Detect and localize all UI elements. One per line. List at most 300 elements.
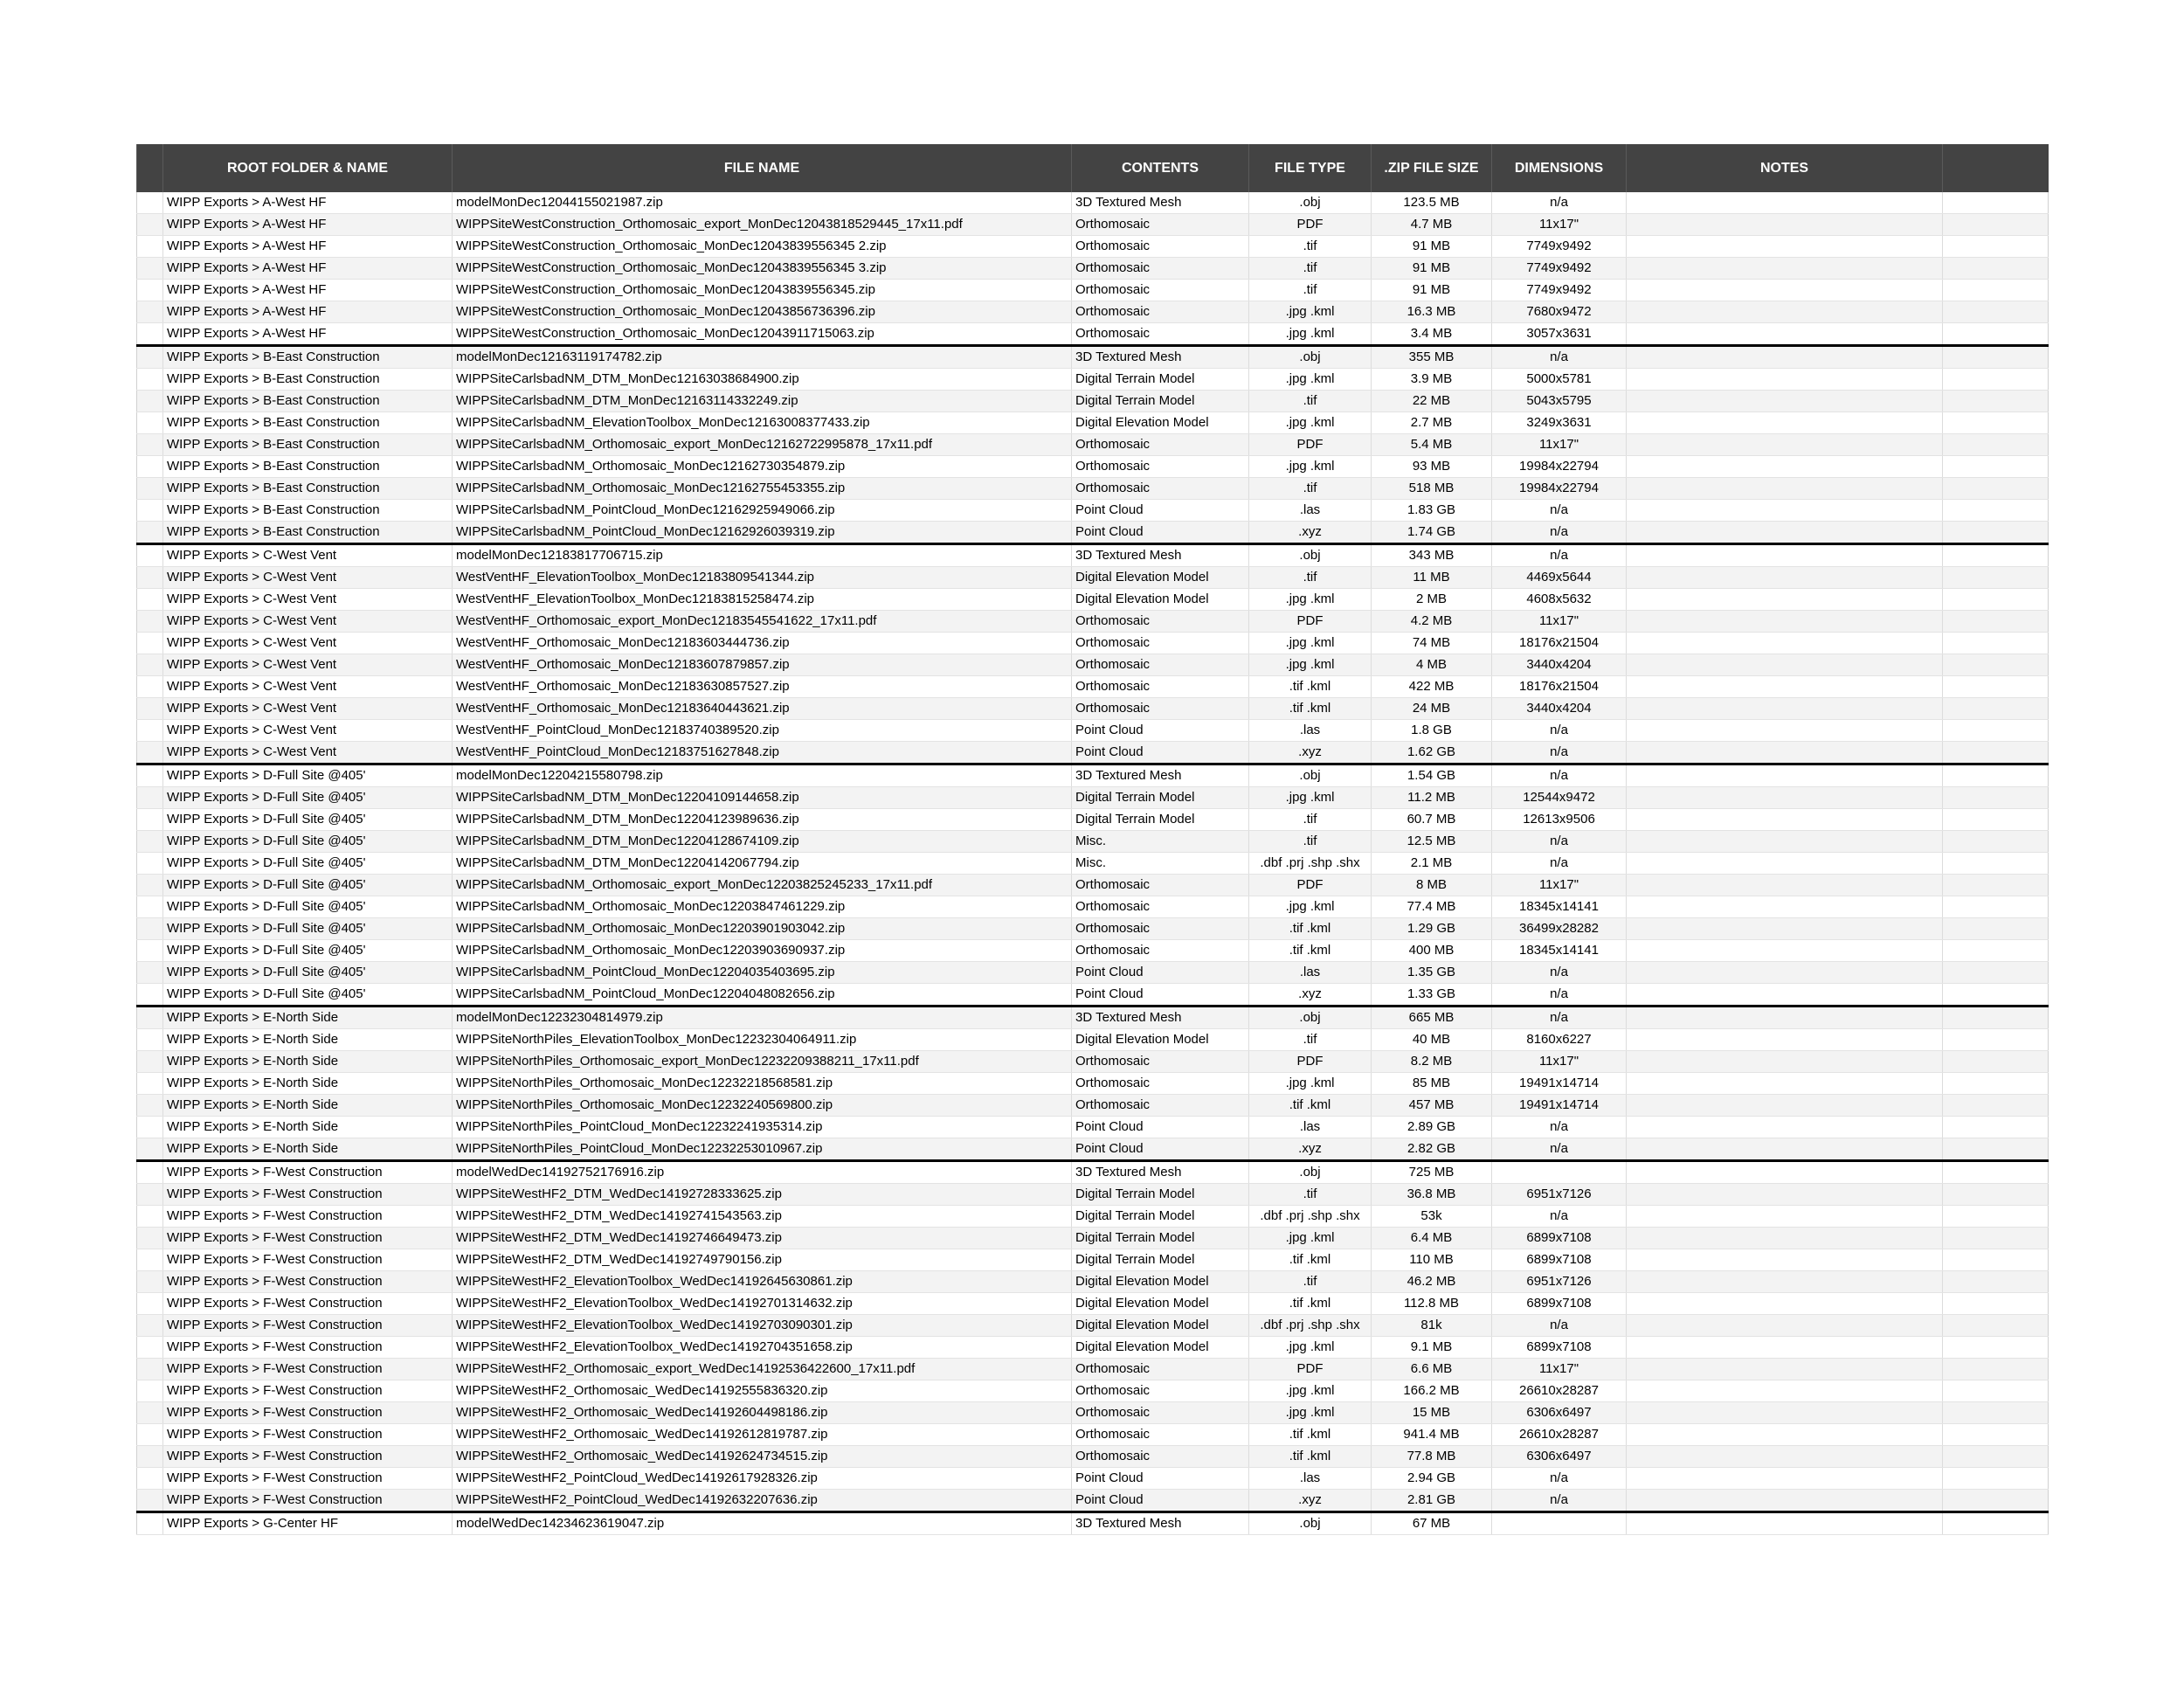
cell-notes[interactable] (1627, 369, 1943, 391)
cell-row-end[interactable] (1943, 1446, 2049, 1468)
cell-zip-size[interactable]: 112.8 MB (1372, 1293, 1492, 1315)
cell-row-margin[interactable] (137, 1359, 163, 1380)
cell-file-type[interactable]: .xyz (1249, 1138, 1372, 1161)
cell-row-end[interactable] (1943, 654, 2049, 676)
cell-zip-size[interactable]: 2.7 MB (1372, 412, 1492, 434)
cell-dimensions[interactable]: n/a (1492, 1117, 1627, 1138)
cell-notes[interactable] (1627, 1446, 1943, 1468)
cell-notes[interactable] (1627, 1184, 1943, 1206)
cell-zip-size[interactable]: 1.83 GB (1372, 500, 1492, 522)
cell-file-type[interactable]: .jpg .kml (1249, 589, 1372, 611)
cell-root-folder[interactable]: WIPP Exports > F-West Construction (163, 1424, 453, 1446)
cell-file-type[interactable]: .tif (1249, 280, 1372, 301)
cell-zip-size[interactable]: 123.5 MB (1372, 192, 1492, 214)
cell-row-margin[interactable] (137, 1184, 163, 1206)
cell-row-end[interactable] (1943, 1337, 2049, 1359)
cell-zip-size[interactable]: 400 MB (1372, 940, 1492, 962)
cell-file-name[interactable]: WIPPSiteWestHF2_ElevationToolbox_WedDec14192701314632.zip (453, 1293, 1072, 1315)
cell-contents[interactable]: Orthomosaic (1072, 214, 1249, 236)
cell-notes[interactable] (1627, 323, 1943, 346)
cell-row-end[interactable] (1943, 1380, 2049, 1402)
cell-root-folder[interactable]: WIPP Exports > C-West Vent (163, 720, 453, 742)
cell-dimensions[interactable]: 4469x5644 (1492, 567, 1627, 589)
cell-notes[interactable] (1627, 1095, 1943, 1117)
cell-notes[interactable] (1627, 346, 1943, 369)
cell-root-folder[interactable]: WIPP Exports > C-West Vent (163, 567, 453, 589)
cell-zip-size[interactable]: 343 MB (1372, 544, 1492, 567)
cell-contents[interactable]: 3D Textured Mesh (1072, 764, 1249, 787)
cell-contents[interactable]: Orthomosaic (1072, 1402, 1249, 1424)
cell-contents[interactable]: 3D Textured Mesh (1072, 1512, 1249, 1535)
cell-root-folder[interactable]: WIPP Exports > F-West Construction (163, 1249, 453, 1271)
cell-dimensions[interactable]: n/a (1492, 1007, 1627, 1029)
cell-contents[interactable]: Digital Elevation Model (1072, 1337, 1249, 1359)
cell-row-margin[interactable] (137, 1029, 163, 1051)
cell-row-margin[interactable] (137, 589, 163, 611)
cell-file-name[interactable]: WIPPSiteNorthPiles_PointCloud_MonDec12232241935314.zip (453, 1117, 1072, 1138)
cell-contents[interactable]: Point Cloud (1072, 1468, 1249, 1490)
cell-root-folder[interactable]: WIPP Exports > F-West Construction (163, 1161, 453, 1184)
cell-notes[interactable] (1627, 192, 1943, 214)
cell-file-type[interactable]: PDF (1249, 875, 1372, 896)
cell-root-folder[interactable]: WIPP Exports > F-West Construction (163, 1206, 453, 1228)
cell-dimensions[interactable]: 19984x22794 (1492, 478, 1627, 500)
cell-dimensions[interactable]: 6951x7126 (1492, 1271, 1627, 1293)
cell-root-folder[interactable]: WIPP Exports > E-North Side (163, 1095, 453, 1117)
cell-row-margin[interactable] (137, 1073, 163, 1095)
cell-dimensions[interactable]: n/a (1492, 1315, 1627, 1337)
cell-zip-size[interactable]: 2 MB (1372, 589, 1492, 611)
cell-file-name[interactable]: WIPPSiteWestConstruction_Orthomosaic_MonDec12043856736396.zip (453, 301, 1072, 323)
cell-notes[interactable] (1627, 412, 1943, 434)
cell-notes[interactable] (1627, 1359, 1943, 1380)
cell-file-type[interactable]: .tif (1249, 258, 1372, 280)
cell-row-margin[interactable] (137, 280, 163, 301)
cell-root-folder[interactable]: WIPP Exports > F-West Construction (163, 1359, 453, 1380)
cell-file-type[interactable]: .jpg .kml (1249, 633, 1372, 654)
cell-file-name[interactable]: WIPPSiteCarlsbadNM_ElevationToolbox_MonDec12163008377433.zip (453, 412, 1072, 434)
cell-root-folder[interactable]: WIPP Exports > B-East Construction (163, 478, 453, 500)
cell-row-margin[interactable] (137, 214, 163, 236)
cell-row-end[interactable] (1943, 1007, 2049, 1029)
cell-file-type[interactable]: .jpg .kml (1249, 1228, 1372, 1249)
header-file-name[interactable]: FILE NAME (453, 144, 1072, 192)
cell-file-name[interactable]: WIPPSiteCarlsbadNM_DTM_MonDec12204128674109.zip (453, 831, 1072, 853)
cell-file-type[interactable]: .jpg .kml (1249, 1337, 1372, 1359)
cell-root-folder[interactable]: WIPP Exports > A-West HF (163, 258, 453, 280)
cell-notes[interactable] (1627, 301, 1943, 323)
cell-dimensions[interactable]: 36499x28282 (1492, 918, 1627, 940)
cell-contents[interactable]: Digital Elevation Model (1072, 412, 1249, 434)
cell-file-name[interactable]: modelMonDec12232304814979.zip (453, 1007, 1072, 1029)
cell-notes[interactable] (1627, 258, 1943, 280)
cell-file-type[interactable]: .las (1249, 720, 1372, 742)
cell-file-type[interactable]: .tif (1249, 1029, 1372, 1051)
cell-root-folder[interactable]: WIPP Exports > B-East Construction (163, 369, 453, 391)
cell-contents[interactable]: Orthomosaic (1072, 676, 1249, 698)
cell-row-end[interactable] (1943, 633, 2049, 654)
cell-zip-size[interactable]: 60.7 MB (1372, 809, 1492, 831)
cell-zip-size[interactable]: 1.8 GB (1372, 720, 1492, 742)
cell-file-name[interactable]: WIPPSiteCarlsbadNM_PointCloud_MonDec12162925949066.zip (453, 500, 1072, 522)
cell-root-folder[interactable]: WIPP Exports > A-West HF (163, 192, 453, 214)
cell-file-name[interactable]: WIPPSiteCarlsbadNM_PointCloud_MonDec12204035403695.zip (453, 962, 1072, 984)
cell-root-folder[interactable]: WIPP Exports > A-West HF (163, 323, 453, 346)
cell-row-end[interactable] (1943, 369, 2049, 391)
cell-file-type[interactable]: .tif .kml (1249, 1095, 1372, 1117)
cell-file-type[interactable]: .tif .kml (1249, 1424, 1372, 1446)
cell-row-end[interactable] (1943, 301, 2049, 323)
cell-contents[interactable]: Orthomosaic (1072, 434, 1249, 456)
cell-file-type[interactable]: .jpg .kml (1249, 896, 1372, 918)
cell-row-end[interactable] (1943, 1161, 2049, 1184)
cell-row-end[interactable] (1943, 391, 2049, 412)
cell-zip-size[interactable]: 91 MB (1372, 280, 1492, 301)
cell-notes[interactable] (1627, 962, 1943, 984)
cell-row-end[interactable] (1943, 589, 2049, 611)
cell-contents[interactable]: Orthomosaic (1072, 323, 1249, 346)
cell-file-name[interactable]: WIPPSiteWestConstruction_Orthomosaic_export_MonDec12043818529445_17x11.pdf (453, 214, 1072, 236)
cell-zip-size[interactable]: 1.74 GB (1372, 522, 1492, 544)
cell-contents[interactable]: Orthomosaic (1072, 301, 1249, 323)
cell-zip-size[interactable]: 5.4 MB (1372, 434, 1492, 456)
cell-notes[interactable] (1627, 1007, 1943, 1029)
cell-contents[interactable]: Digital Elevation Model (1072, 1029, 1249, 1051)
cell-row-margin[interactable] (137, 1293, 163, 1315)
cell-file-type[interactable]: .tif (1249, 391, 1372, 412)
cell-contents[interactable]: Digital Terrain Model (1072, 809, 1249, 831)
cell-file-type[interactable]: .xyz (1249, 522, 1372, 544)
cell-notes[interactable] (1627, 280, 1943, 301)
cell-contents[interactable]: Digital Terrain Model (1072, 1228, 1249, 1249)
cell-row-margin[interactable] (137, 809, 163, 831)
cell-row-margin[interactable] (137, 1228, 163, 1249)
cell-file-type[interactable]: .tif (1249, 478, 1372, 500)
cell-row-margin[interactable] (137, 787, 163, 809)
cell-file-name[interactable]: modelWedDec14192752176916.zip (453, 1161, 1072, 1184)
cell-row-margin[interactable] (137, 720, 163, 742)
cell-root-folder[interactable]: WIPP Exports > C-West Vent (163, 611, 453, 633)
cell-zip-size[interactable]: 2.89 GB (1372, 1117, 1492, 1138)
cell-notes[interactable] (1627, 853, 1943, 875)
cell-row-end[interactable] (1943, 1138, 2049, 1161)
cell-row-end[interactable] (1943, 567, 2049, 589)
cell-contents[interactable]: Orthomosaic (1072, 258, 1249, 280)
cell-zip-size[interactable]: 8 MB (1372, 875, 1492, 896)
cell-contents[interactable]: Orthomosaic (1072, 633, 1249, 654)
cell-file-type[interactable]: .jpg .kml (1249, 369, 1372, 391)
cell-file-name[interactable]: WIPPSiteCarlsbadNM_Orthomosaic_MonDec12203901903042.zip (453, 918, 1072, 940)
cell-zip-size[interactable]: 1.35 GB (1372, 962, 1492, 984)
cell-notes[interactable] (1627, 940, 1943, 962)
cell-row-end[interactable] (1943, 1249, 2049, 1271)
cell-row-end[interactable] (1943, 500, 2049, 522)
cell-dimensions[interactable]: n/a (1492, 500, 1627, 522)
cell-contents[interactable]: Orthomosaic (1072, 1424, 1249, 1446)
cell-file-name[interactable]: modelMonDec12183817706715.zip (453, 544, 1072, 567)
cell-zip-size[interactable]: 16.3 MB (1372, 301, 1492, 323)
cell-file-name[interactable]: WIPPSiteCarlsbadNM_Orthomosaic_export_MonDec12203825245233_17x11.pdf (453, 875, 1072, 896)
cell-file-name[interactable]: WIPPSiteWestHF2_DTM_WedDec14192741543563.zip (453, 1206, 1072, 1228)
cell-contents[interactable]: Point Cloud (1072, 500, 1249, 522)
cell-zip-size[interactable]: 3.9 MB (1372, 369, 1492, 391)
cell-root-folder[interactable]: WIPP Exports > E-North Side (163, 1051, 453, 1073)
cell-row-margin[interactable] (137, 369, 163, 391)
cell-zip-size[interactable]: 6.4 MB (1372, 1228, 1492, 1249)
cell-notes[interactable] (1627, 1051, 1943, 1073)
cell-dimensions[interactable]: n/a (1492, 346, 1627, 369)
cell-file-name[interactable]: WIPPSiteWestHF2_DTM_WedDec14192728333625.zip (453, 1184, 1072, 1206)
cell-file-name[interactable]: WIPPSiteNorthPiles_Orthomosaic_export_MonDec12232209388211_17x11.pdf (453, 1051, 1072, 1073)
cell-root-folder[interactable]: WIPP Exports > F-West Construction (163, 1490, 453, 1512)
cell-notes[interactable] (1627, 1490, 1943, 1512)
cell-notes[interactable] (1627, 214, 1943, 236)
cell-file-type[interactable]: .las (1249, 962, 1372, 984)
cell-zip-size[interactable]: 941.4 MB (1372, 1424, 1492, 1446)
cell-zip-size[interactable]: 518 MB (1372, 478, 1492, 500)
cell-dimensions[interactable]: 11x17" (1492, 611, 1627, 633)
cell-root-folder[interactable]: WIPP Exports > A-West HF (163, 301, 453, 323)
cell-dimensions[interactable]: 6306x6497 (1492, 1402, 1627, 1424)
cell-dimensions[interactable]: 8160x6227 (1492, 1029, 1627, 1051)
cell-zip-size[interactable]: 422 MB (1372, 676, 1492, 698)
cell-dimensions[interactable]: 11x17" (1492, 214, 1627, 236)
cell-row-margin[interactable] (137, 1249, 163, 1271)
cell-dimensions[interactable]: 5043x5795 (1492, 391, 1627, 412)
cell-contents[interactable]: Digital Elevation Model (1072, 589, 1249, 611)
cell-row-margin[interactable] (137, 522, 163, 544)
cell-contents[interactable]: 3D Textured Mesh (1072, 346, 1249, 369)
cell-row-margin[interactable] (137, 346, 163, 369)
cell-root-folder[interactable]: WIPP Exports > C-West Vent (163, 633, 453, 654)
cell-contents[interactable]: 3D Textured Mesh (1072, 1161, 1249, 1184)
cell-dimensions[interactable]: 7749x9492 (1492, 258, 1627, 280)
cell-zip-size[interactable]: 1.29 GB (1372, 918, 1492, 940)
cell-file-name[interactable]: WIPPSiteCarlsbadNM_DTM_MonDec12163114332249.zip (453, 391, 1072, 412)
cell-notes[interactable] (1627, 1380, 1943, 1402)
cell-contents[interactable]: Orthomosaic (1072, 698, 1249, 720)
cell-file-type[interactable]: .tif .kml (1249, 918, 1372, 940)
cell-file-name[interactable]: WIPPSiteWestHF2_Orthomosaic_export_WedDec14192536422600_17x11.pdf (453, 1359, 1072, 1380)
cell-zip-size[interactable]: 11.2 MB (1372, 787, 1492, 809)
cell-row-margin[interactable] (137, 831, 163, 853)
cell-contents[interactable]: Orthomosaic (1072, 236, 1249, 258)
cell-root-folder[interactable]: WIPP Exports > D-Full Site @405' (163, 984, 453, 1007)
cell-file-type[interactable]: .tif (1249, 567, 1372, 589)
cell-file-name[interactable]: WIPPSiteWestConstruction_Orthomosaic_MonDec12043911715063.zip (453, 323, 1072, 346)
cell-notes[interactable] (1627, 500, 1943, 522)
cell-row-margin[interactable] (137, 1468, 163, 1490)
cell-file-name[interactable]: WIPPSiteNorthPiles_Orthomosaic_MonDec12232240569800.zip (453, 1095, 1072, 1117)
cell-dimensions[interactable]: n/a (1492, 720, 1627, 742)
cell-file-name[interactable]: WIPPSiteCarlsbadNM_Orthomosaic_MonDec12203903690937.zip (453, 940, 1072, 962)
cell-row-margin[interactable] (137, 1424, 163, 1446)
cell-file-type[interactable]: .obj (1249, 192, 1372, 214)
cell-root-folder[interactable]: WIPP Exports > D-Full Site @405' (163, 853, 453, 875)
cell-row-end[interactable] (1943, 853, 2049, 875)
cell-root-folder[interactable]: WIPP Exports > F-West Construction (163, 1271, 453, 1293)
cell-file-name[interactable]: WIPPSiteWestHF2_PointCloud_WedDec14192617928326.zip (453, 1468, 1072, 1490)
cell-notes[interactable] (1627, 434, 1943, 456)
cell-file-name[interactable]: WestVentHF_Orthomosaic_export_MonDec12183545541622_17x11.pdf (453, 611, 1072, 633)
cell-row-margin[interactable] (137, 412, 163, 434)
cell-file-type[interactable]: .obj (1249, 1161, 1372, 1184)
cell-dimensions[interactable]: n/a (1492, 853, 1627, 875)
cell-file-name[interactable]: WIPPSiteCarlsbadNM_DTM_MonDec12204123989636.zip (453, 809, 1072, 831)
cell-zip-size[interactable]: 91 MB (1372, 258, 1492, 280)
cell-notes[interactable] (1627, 567, 1943, 589)
cell-contents[interactable]: Orthomosaic (1072, 478, 1249, 500)
cell-file-name[interactable]: WIPPSiteCarlsbadNM_DTM_MonDec12204142067794.zip (453, 853, 1072, 875)
cell-dimensions[interactable]: 6899x7108 (1492, 1337, 1627, 1359)
cell-contents[interactable]: Digital Elevation Model (1072, 1315, 1249, 1337)
cell-row-margin[interactable] (137, 1446, 163, 1468)
cell-zip-size[interactable]: 4 MB (1372, 654, 1492, 676)
cell-zip-size[interactable]: 77.4 MB (1372, 896, 1492, 918)
cell-root-folder[interactable]: WIPP Exports > D-Full Site @405' (163, 962, 453, 984)
header-root-folder[interactable]: ROOT FOLDER & NAME (163, 144, 453, 192)
cell-root-folder[interactable]: WIPP Exports > C-West Vent (163, 654, 453, 676)
cell-contents[interactable]: Digital Elevation Model (1072, 567, 1249, 589)
cell-zip-size[interactable]: 1.33 GB (1372, 984, 1492, 1007)
cell-row-margin[interactable] (137, 1402, 163, 1424)
cell-zip-size[interactable]: 4.2 MB (1372, 611, 1492, 633)
cell-row-margin[interactable] (137, 1051, 163, 1073)
cell-root-folder[interactable]: WIPP Exports > E-North Side (163, 1073, 453, 1095)
cell-contents[interactable]: 3D Textured Mesh (1072, 1007, 1249, 1029)
cell-row-end[interactable] (1943, 280, 2049, 301)
cell-dimensions[interactable]: n/a (1492, 831, 1627, 853)
cell-contents[interactable]: Orthomosaic (1072, 280, 1249, 301)
cell-zip-size[interactable]: 4.7 MB (1372, 214, 1492, 236)
cell-root-folder[interactable]: WIPP Exports > C-West Vent (163, 589, 453, 611)
cell-zip-size[interactable]: 3.4 MB (1372, 323, 1492, 346)
cell-row-end[interactable] (1943, 434, 2049, 456)
cell-file-name[interactable]: WIPPSiteCarlsbadNM_Orthomosaic_MonDec12162730354879.zip (453, 456, 1072, 478)
cell-zip-size[interactable]: 2.94 GB (1372, 1468, 1492, 1490)
cell-notes[interactable] (1627, 611, 1943, 633)
cell-file-name[interactable]: modelWedDec14234623619047.zip (453, 1512, 1072, 1535)
cell-file-type[interactable]: PDF (1249, 1359, 1372, 1380)
cell-dimensions[interactable] (1492, 1161, 1627, 1184)
cell-zip-size[interactable]: 6.6 MB (1372, 1359, 1492, 1380)
cell-file-name[interactable]: WIPPSiteWestHF2_ElevationToolbox_WedDec14192703090301.zip (453, 1315, 1072, 1337)
cell-file-name[interactable]: WIPPSiteCarlsbadNM_DTM_MonDec12204109144658.zip (453, 787, 1072, 809)
cell-row-margin[interactable] (137, 1512, 163, 1535)
cell-file-type[interactable]: .tif (1249, 831, 1372, 853)
cell-file-name[interactable]: WIPPSiteNorthPiles_Orthomosaic_MonDec12232218568581.zip (453, 1073, 1072, 1095)
header-notes[interactable]: NOTES (1627, 144, 1943, 192)
cell-file-type[interactable]: PDF (1249, 1051, 1372, 1073)
cell-notes[interactable] (1627, 720, 1943, 742)
cell-row-end[interactable] (1943, 412, 2049, 434)
cell-file-type[interactable]: .xyz (1249, 1490, 1372, 1512)
cell-root-folder[interactable]: WIPP Exports > B-East Construction (163, 434, 453, 456)
cell-file-name[interactable]: WIPPSiteWestHF2_DTM_WedDec14192746649473.zip (453, 1228, 1072, 1249)
cell-row-end[interactable] (1943, 236, 2049, 258)
cell-root-folder[interactable]: WIPP Exports > B-East Construction (163, 391, 453, 412)
cell-contents[interactable]: Orthomosaic (1072, 896, 1249, 918)
cell-row-margin[interactable] (137, 1007, 163, 1029)
cell-dimensions[interactable]: 26610x28287 (1492, 1380, 1627, 1402)
cell-row-margin[interactable] (137, 301, 163, 323)
cell-root-folder[interactable]: WIPP Exports > F-West Construction (163, 1380, 453, 1402)
cell-file-type[interactable]: .las (1249, 500, 1372, 522)
cell-zip-size[interactable]: 2.1 MB (1372, 853, 1492, 875)
cell-root-folder[interactable]: WIPP Exports > D-Full Site @405' (163, 787, 453, 809)
cell-root-folder[interactable]: WIPP Exports > F-West Construction (163, 1468, 453, 1490)
cell-root-folder[interactable]: WIPP Exports > D-Full Site @405' (163, 940, 453, 962)
cell-dimensions[interactable]: 11x17" (1492, 1359, 1627, 1380)
cell-file-type[interactable]: .obj (1249, 1007, 1372, 1029)
cell-notes[interactable] (1627, 1161, 1943, 1184)
cell-dimensions[interactable]: n/a (1492, 1490, 1627, 1512)
cell-zip-size[interactable]: 8.2 MB (1372, 1051, 1492, 1073)
cell-dimensions[interactable]: n/a (1492, 1138, 1627, 1161)
cell-root-folder[interactable]: WIPP Exports > B-East Construction (163, 456, 453, 478)
cell-file-type[interactable]: .tif (1249, 809, 1372, 831)
cell-row-end[interactable] (1943, 1228, 2049, 1249)
cell-zip-size[interactable]: 81k (1372, 1315, 1492, 1337)
cell-notes[interactable] (1627, 478, 1943, 500)
cell-row-margin[interactable] (137, 1337, 163, 1359)
cell-file-name[interactable]: WestVentHF_PointCloud_MonDec12183751627848.zip (453, 742, 1072, 764)
cell-contents[interactable]: Digital Terrain Model (1072, 369, 1249, 391)
cell-row-end[interactable] (1943, 831, 2049, 853)
cell-root-folder[interactable]: WIPP Exports > F-West Construction (163, 1402, 453, 1424)
cell-row-margin[interactable] (137, 676, 163, 698)
cell-dimensions[interactable]: 3057x3631 (1492, 323, 1627, 346)
cell-zip-size[interactable]: 15 MB (1372, 1402, 1492, 1424)
cell-file-name[interactable]: WIPPSiteWestHF2_Orthomosaic_WedDec14192555836320.zip (453, 1380, 1072, 1402)
cell-zip-size[interactable]: 46.2 MB (1372, 1271, 1492, 1293)
cell-row-margin[interactable] (137, 764, 163, 787)
cell-root-folder[interactable]: WIPP Exports > F-West Construction (163, 1184, 453, 1206)
header-contents[interactable]: CONTENTS (1072, 144, 1249, 192)
cell-row-margin[interactable] (137, 1490, 163, 1512)
cell-dimensions[interactable]: n/a (1492, 984, 1627, 1007)
cell-file-name[interactable]: WestVentHF_ElevationToolbox_MonDec12183809541344.zip (453, 567, 1072, 589)
cell-row-end[interactable] (1943, 1051, 2049, 1073)
cell-row-margin[interactable] (137, 192, 163, 214)
cell-contents[interactable]: Orthomosaic (1072, 1051, 1249, 1073)
cell-file-type[interactable]: .xyz (1249, 984, 1372, 1007)
cell-notes[interactable] (1627, 1293, 1943, 1315)
cell-row-margin[interactable] (137, 1380, 163, 1402)
cell-contents[interactable]: Digital Terrain Model (1072, 1249, 1249, 1271)
cell-notes[interactable] (1627, 589, 1943, 611)
cell-dimensions[interactable]: 3249x3631 (1492, 412, 1627, 434)
cell-root-folder[interactable]: WIPP Exports > D-Full Site @405' (163, 831, 453, 853)
cell-contents[interactable]: Misc. (1072, 831, 1249, 853)
cell-row-end[interactable] (1943, 1359, 2049, 1380)
cell-zip-size[interactable]: 355 MB (1372, 346, 1492, 369)
cell-file-name[interactable]: WIPPSiteWestHF2_Orthomosaic_WedDec14192604498186.zip (453, 1402, 1072, 1424)
cell-zip-size[interactable]: 166.2 MB (1372, 1380, 1492, 1402)
cell-root-folder[interactable]: WIPP Exports > A-West HF (163, 280, 453, 301)
cell-dimensions[interactable]: n/a (1492, 764, 1627, 787)
header-zip-size[interactable]: .ZIP FILE SIZE (1372, 144, 1492, 192)
cell-file-name[interactable]: WIPPSiteCarlsbadNM_DTM_MonDec12163038684900.zip (453, 369, 1072, 391)
cell-file-type[interactable]: .obj (1249, 544, 1372, 567)
cell-dimensions[interactable]: n/a (1492, 522, 1627, 544)
cell-row-end[interactable] (1943, 1184, 2049, 1206)
cell-file-name[interactable]: WestVentHF_ElevationToolbox_MonDec12183815258474.zip (453, 589, 1072, 611)
cell-row-margin[interactable] (137, 633, 163, 654)
cell-contents[interactable]: 3D Textured Mesh (1072, 192, 1249, 214)
cell-file-type[interactable]: .dbf .prj .shp .shx (1249, 1206, 1372, 1228)
cell-root-folder[interactable]: WIPP Exports > E-North Side (163, 1117, 453, 1138)
